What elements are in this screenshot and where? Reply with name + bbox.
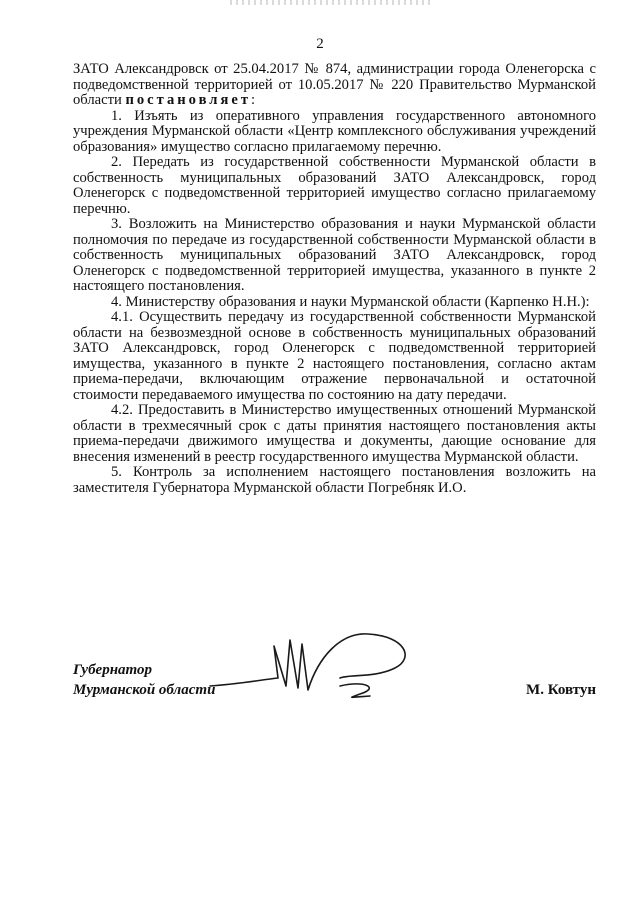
paragraph-1: 1. Изъять из оперативного управления государственного автономного учреждения Мурманской области «Центр комплексного обслуживания учреждений образования» имущество согласно прилагаемому перечню. [73,107,596,155]
paragraph-4: 4. Министерству образования и науки Мурманской области (Карпенко Н.Н.): [111,293,590,310]
signatory-title [73,660,215,700]
page-number: 2 [316,36,324,52]
scan-artifact [230,0,430,5]
signatory-name: М. Ковтун [526,682,596,698]
paragraph-2: 2. Передать из государственной собственности Мурманской области в собственность муниципальных образований ЗАТО Александровск, город Оленегорск с подведомственной территорией имущество согласно прилагаемому перечню. [73,154,596,217]
intro-colon: : [251,92,256,108]
paragraph-3: 3. Возложить на Министерство образования и науки Мурманской области полномочия по передаче из государственной собственности Мурманской области в собственность муниципальных образований ЗАТО Александровск, город Оленегорск с подведомственной территорией имущества, указанного в пункте 2 настоящего постановления. [73,216,596,294]
signatory-title-line1: Губернатор [73,662,153,678]
paragraph-4-1: 4.1. Осуществить передачу из государственной собственности Мурманской области на безвозмездной основе в собственность муниципальных образований ЗАТО Александровск, город Оленегорск с подведомственной территорией имущества, указанного в пункте 2 настоящего постановления, согласно актам приема-передачи, включающим отражение первоначальной и остаточной стоимости передаваемого имущества по состоянию на дату передачи. [73,309,596,403]
handwritten-signature [200,628,440,708]
intro-text: ЗАТО Александровск от 25.04.2017 № 874, администрации города Оленегорска с подведомственной территорией от 10.05.2017 № 220 Правительство Мурманской области [73,61,596,108]
resolution-keyword: постановляет [125,92,252,108]
paragraph-5: 5. Контроль за исполнением настоящего постановления возложить на заместителя Губернатора Мурманской области Погребняк И.О. [73,464,596,496]
document-body [73,62,596,496]
intro-paragraph [73,62,596,109]
paragraph-4-2: 4.2. Предоставить в Министерство имущественных отношений Мурманской области в трехмесячный срок с даты принятия настоящего постановления акты приема-передачи движимого имущества и документы, дающие основание для внесения изменений в реестр государственного имущества Мурманской области. [73,402,596,465]
signatory-title-line2: Мурманской области [73,682,216,698]
